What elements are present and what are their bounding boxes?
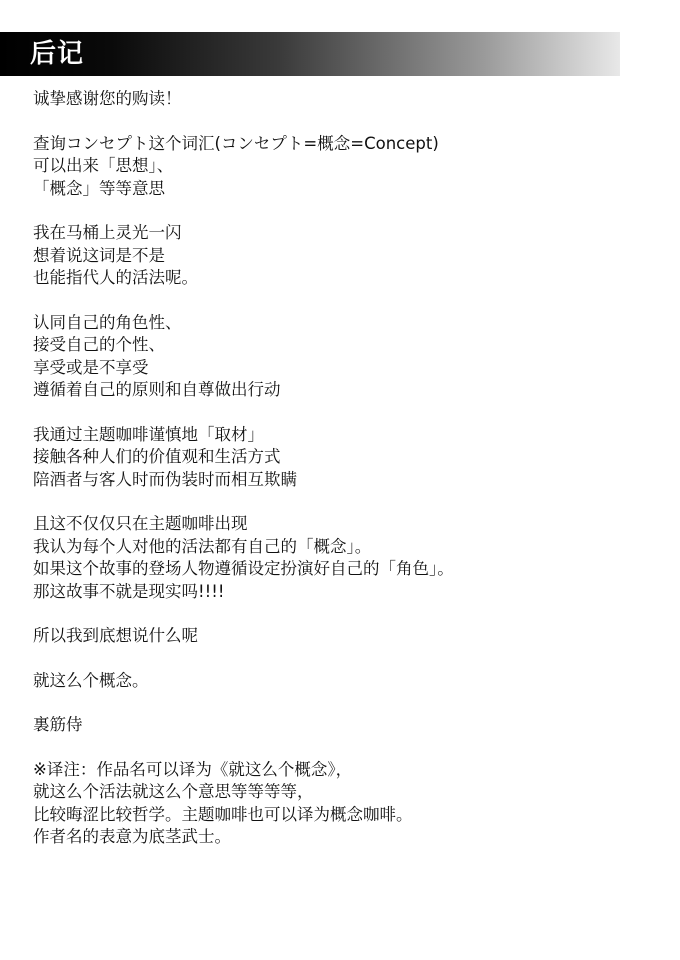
text-line: 我在马桶上灵光一闪 <box>33 223 182 242</box>
paragraph-conclusion <box>33 670 653 693</box>
text-line: 也能指代人的活法呢。 <box>33 268 198 287</box>
text-line: 查询コンセプト这个词汇(コンセプト=概念=Concept) <box>33 133 439 153</box>
header-bar <box>0 32 620 76</box>
author-name: 裏筋侍 <box>33 715 83 734</box>
paragraph-reality <box>33 513 653 603</box>
text-line: 作者名的表意为底茎武士。 <box>33 827 231 846</box>
paragraph-question <box>33 625 653 648</box>
text-line: 如果这个故事的登场人物遵循设定扮演好自己的「角色」。 <box>33 559 454 578</box>
text-line: 我认为每个人对他的活法都有自己的「概念」。 <box>33 536 372 556</box>
text-line: 「概念」等等意思 <box>33 178 165 198</box>
page-title: 后记 <box>30 39 85 69</box>
text-line: 就这么个活法就这么个意思等等等等， <box>33 782 314 801</box>
paragraph-self-principles <box>33 312 653 402</box>
text-line: 就这么个概念。 <box>33 670 149 690</box>
text-line: 比较晦涩比较哲学。主题咖啡也可以译为概念咖啡。 <box>33 804 413 824</box>
translator-note <box>33 759 653 849</box>
author-signature <box>33 714 653 737</box>
text-line: 认同自己的角色性、 <box>33 312 182 332</box>
text-line: 诚挚感谢您的购读！ <box>33 89 182 108</box>
paragraph-concept-definition <box>33 133 653 201</box>
paragraph-inspiration <box>33 222 653 290</box>
text-line: ※译注：作品名可以译为《就这么个概念》， <box>33 759 353 779</box>
paragraph-research <box>33 424 653 492</box>
text-line: 所以我到底想说什么呢 <box>33 626 198 645</box>
text-line: 可以出来「思想」、 <box>33 156 174 175</box>
text-line: 且这不仅仅只在主题咖啡出现 <box>33 514 248 533</box>
text-line: 享受或是不享受 <box>33 357 149 377</box>
paragraph-thanks <box>33 88 653 111</box>
afterword-body <box>33 88 653 871</box>
text-line: 我通过主题咖啡谨慎地「取材」 <box>33 424 264 444</box>
text-line: 遵循着自己的原则和自尊做出行动 <box>33 380 281 399</box>
text-line: 接受自己的个性、 <box>33 335 165 354</box>
text-line: 陪酒者与客人时而伪装时而相互欺瞒 <box>33 469 297 489</box>
text-line: 那这故事不就是现实吗!!!! <box>33 581 225 601</box>
text-line: 接触各种人们的价值观和生活方式 <box>33 447 281 466</box>
text-line: 想着说这词是不是 <box>33 245 165 265</box>
